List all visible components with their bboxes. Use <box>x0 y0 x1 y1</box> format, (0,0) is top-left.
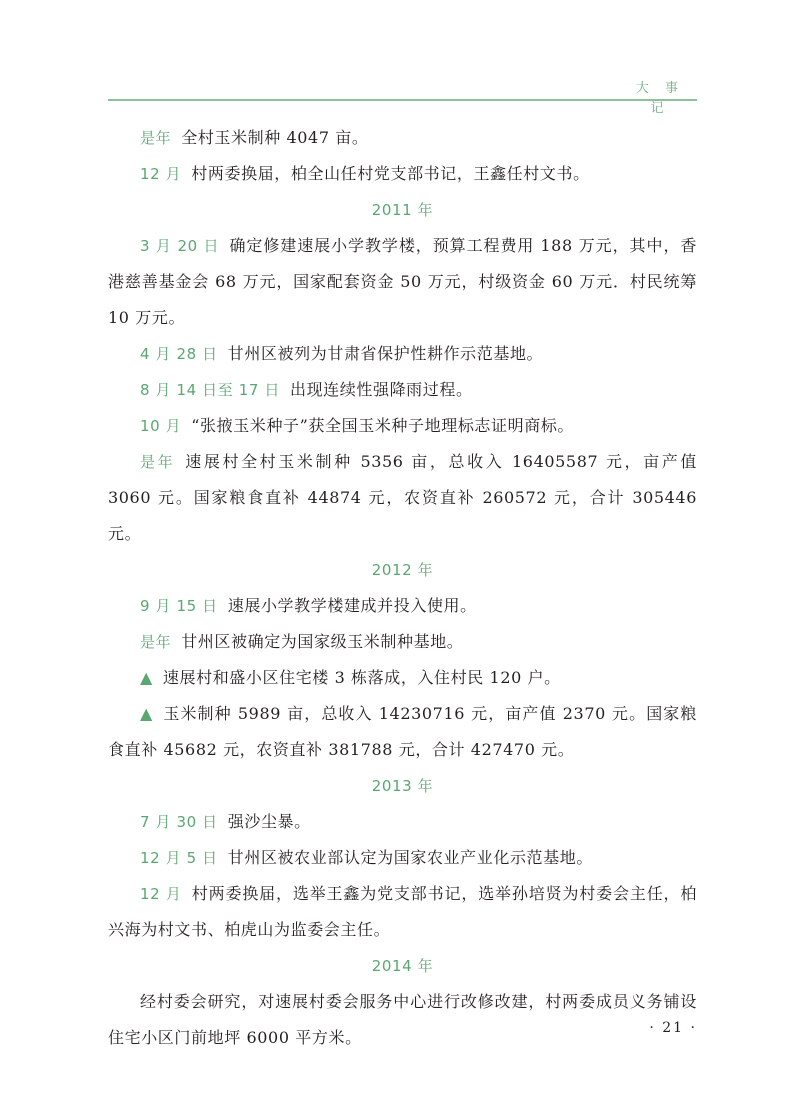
entry <box>108 336 697 372</box>
entry-text: 出现连续性强降雨过程。 <box>289 380 473 399</box>
page-number: · 21 · <box>649 1020 697 1036</box>
entry-text: “张掖玉米种子”获全国玉米种子地理标志证明商标。 <box>191 416 575 435</box>
entry-text: 甘州区被列为甘肃省保护性耕作示范基地。 <box>227 344 544 363</box>
entry <box>108 840 697 876</box>
entry-text: 甘州区被确定为国家级玉米制种基地。 <box>181 632 464 651</box>
entry-date: 8 月 14 日至 17 日 <box>140 381 280 399</box>
entry-date: 是年 <box>140 453 176 471</box>
entry-text: 强沙尘暴。 <box>227 812 311 831</box>
entry <box>108 624 697 660</box>
entry <box>108 228 697 336</box>
year-heading: 2014 年 <box>371 957 434 975</box>
entry-date: 12 月 5 日 <box>140 849 218 867</box>
header-divider <box>108 99 697 101</box>
entry-date: 4 月 28 日 <box>140 345 218 363</box>
entry-text: 速展小学教学楼建成并投入使用。 <box>227 596 477 615</box>
entry-date: 9 月 15 日 <box>140 597 218 615</box>
entry-date: 12 月 <box>140 165 182 183</box>
entry <box>108 372 697 408</box>
entry <box>108 588 697 624</box>
entry-text: 村两委换届，选举王鑫为党支部书记，选举孙培贤为村委会主任，柏兴海为村文书、柏虎山为监委会主任。 <box>108 884 697 939</box>
triangle-marker-icon: ▲ <box>140 668 153 687</box>
entry <box>108 120 697 156</box>
year-heading: 2013 年 <box>371 777 434 795</box>
entry-date: 是年 <box>140 633 172 651</box>
year-heading: 2011 年 <box>371 201 434 219</box>
entry <box>108 984 697 1056</box>
year-heading: 2012 年 <box>371 561 434 579</box>
entry <box>108 444 697 552</box>
entry-text: 甘州区被农业部认定为国家农业产业化示范基地。 <box>227 848 593 867</box>
entry-text: 经村委会研究，对速展村委会服务中心进行改修改建，村两委成员义务铺设住宅小区门前地坪 6000 平方米。 <box>108 992 697 1047</box>
triangle-marker-icon: ▲ <box>140 704 154 723</box>
entry <box>108 876 697 948</box>
entry-text: 全村玉米制种 4047 亩。 <box>181 128 369 147</box>
entry <box>108 696 697 768</box>
entry-text: 确定修建速展小学教学楼，预算工程费用 188 万元，其中，香港慈善基金会 68 万元，国家配套资金 50 万元，村级资金 60 万元．村民统筹 10 万元。 <box>108 236 697 327</box>
entry-date: 是年 <box>140 129 172 147</box>
entry <box>108 804 697 840</box>
section-header: 大 事 记 <box>635 81 685 116</box>
entry-text: 速展村和盛小区住宅楼 3 栋落成，入住村民 120 户。 <box>162 668 561 687</box>
entry <box>108 408 697 444</box>
entry <box>108 156 697 192</box>
entry-date: 10 月 <box>140 417 182 435</box>
entry-date: 12 月 <box>140 885 182 903</box>
entry-date: 3 月 20 日 <box>140 237 220 255</box>
entry <box>108 660 697 696</box>
entry-text: 速展村全村玉米制种 5356 亩，总收入 16405587 元，亩产值 3060 元。国家粮食直补 44874 元，农资直补 260572 元，合计 305446 元。 <box>108 452 697 543</box>
entry-text: 玉米制种 5989 亩，总收入 14230716 元，亩产值 2370 元。国家粮食直补 45682 元，农资直补 381788 元，合计 427470 元。 <box>108 704 697 759</box>
entry-text: 村两委换届，柏全山任村党支部书记，王鑫任村文书。 <box>191 164 590 183</box>
entry-date: 7 月 30 日 <box>140 813 218 831</box>
chronicle-content <box>108 120 697 1056</box>
